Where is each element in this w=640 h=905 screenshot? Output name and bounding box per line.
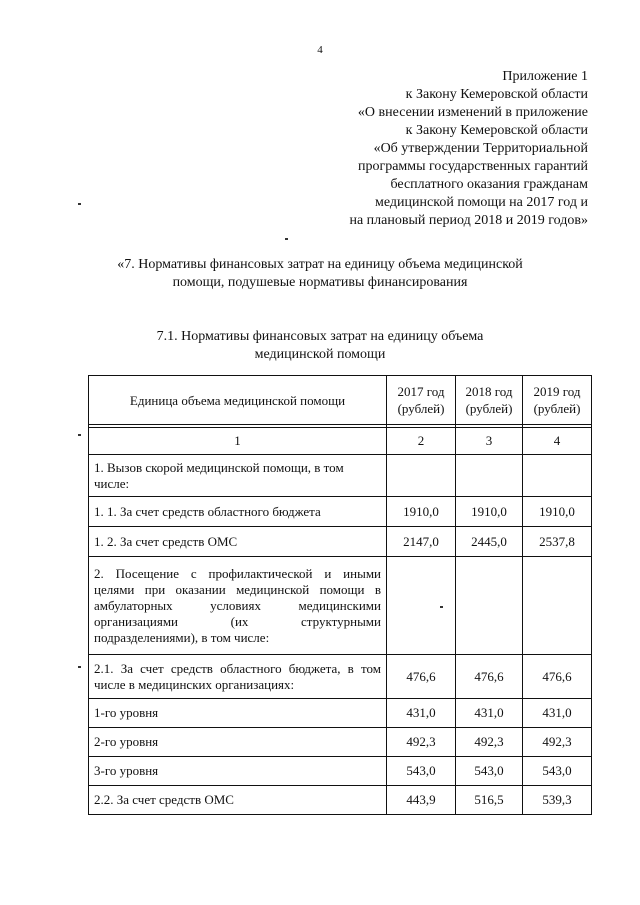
value-2017 <box>387 455 456 497</box>
section-title <box>60 256 580 292</box>
scan-speck <box>78 434 81 436</box>
column-number: 1 <box>89 428 387 455</box>
value-2019: 2537,8 <box>523 527 592 557</box>
subsection-title-line: медицинской помощи <box>254 347 386 362</box>
column-number: 4 <box>523 428 592 455</box>
header-2019: 2019 год (рублей) <box>523 376 592 425</box>
page-number: 4 <box>317 44 323 56</box>
value-2018: 543,0 <box>456 757 523 786</box>
value-2019: 539,3 <box>523 786 592 815</box>
value-2017: 443,9 <box>387 786 456 815</box>
table-row <box>89 728 592 757</box>
value-2017: 492,3 <box>387 728 456 757</box>
value-2018 <box>456 455 523 497</box>
value-2019: 476,6 <box>523 655 592 699</box>
value-2019: 492,3 <box>523 728 592 757</box>
appendix-line: бесплатного оказания гражданам <box>390 177 588 192</box>
subsection-title <box>100 328 540 364</box>
appendix-header <box>268 68 588 230</box>
table-row <box>89 655 592 699</box>
value-2019: 543,0 <box>523 757 592 786</box>
row-label: 2-го уровня <box>89 728 387 757</box>
scan-speck <box>285 238 288 240</box>
row-label: 2.2. За счет средств ОМС <box>89 786 387 815</box>
header-2018: 2018 год (рублей) <box>456 376 523 425</box>
scan-speck <box>78 203 81 205</box>
table-row <box>89 527 592 557</box>
section-title-line: помощи, подушевые нормативы финансирования <box>172 275 468 290</box>
appendix-line: к Закону Кемеровской области <box>405 87 588 102</box>
value-2019 <box>523 455 592 497</box>
value-2018: 492,3 <box>456 728 523 757</box>
value-2018: 1910,0 <box>456 497 523 527</box>
scan-speck <box>440 606 443 608</box>
value-2019: 1910,0 <box>523 497 592 527</box>
row-label: 2.1. За счет средств областного бюджета, в том числе в медицинских организациях: <box>89 655 387 699</box>
table-row <box>89 786 592 815</box>
table-row <box>89 557 592 655</box>
value-2018: 431,0 <box>456 699 523 728</box>
row-label: 1. 2. За счет средств ОМС <box>89 527 387 557</box>
row-label: 3-го уровня <box>89 757 387 786</box>
appendix-line: «Об утверждении Территориальной <box>373 141 588 156</box>
row-label: 2. Посещение с профилактической и иными целями при оказании медицинской помощи в амбулаторных условиях медицинскими организациями (их структурными подразделениями), в том числе: <box>89 557 387 655</box>
appendix-line: Приложение 1 <box>502 69 588 84</box>
scan-speck <box>78 666 81 668</box>
column-number: 3 <box>456 428 523 455</box>
value-2017: 543,0 <box>387 757 456 786</box>
row-label: 1-го уровня <box>89 699 387 728</box>
appendix-line: к Закону Кемеровской области <box>405 123 588 138</box>
table-header-row <box>89 376 592 425</box>
value-2017: 2147,0 <box>387 527 456 557</box>
appendix-line: на плановый период 2018 и 2019 годов» <box>349 213 588 228</box>
value-2017 <box>387 557 456 655</box>
appendix-line: «О внесении изменений в приложение <box>357 105 588 120</box>
row-label: 1. 1. За счет средств областного бюджета <box>89 497 387 527</box>
value-2017: 476,6 <box>387 655 456 699</box>
header-unit: Единица объема медицинской помощи <box>89 376 387 425</box>
value-2018: 2445,0 <box>456 527 523 557</box>
header-2017: 2017 год (рублей) <box>387 376 456 425</box>
subsection-title-line: 7.1. Нормативы финансовых затрат на единицу объема <box>156 329 484 344</box>
value-2017: 431,0 <box>387 699 456 728</box>
cost-standards-table <box>88 375 592 815</box>
table-row <box>89 455 592 497</box>
column-number-row <box>89 428 592 455</box>
value-2018: 476,6 <box>456 655 523 699</box>
value-2017: 1910,0 <box>387 497 456 527</box>
value-2018 <box>456 557 523 655</box>
value-2019: 431,0 <box>523 699 592 728</box>
column-number: 2 <box>387 428 456 455</box>
table-row <box>89 497 592 527</box>
value-2018: 516,5 <box>456 786 523 815</box>
appendix-line: медицинской помощи на 2017 год и <box>375 195 588 210</box>
table-row <box>89 699 592 728</box>
row-label: 1. Вызов скорой медицинской помощи, в том числе: <box>89 455 387 497</box>
value-2019 <box>523 557 592 655</box>
section-title-line: «7. Нормативы финансовых затрат на единицу объема медицинской <box>117 257 523 272</box>
table-row <box>89 757 592 786</box>
appendix-line: программы государственных гарантий <box>357 159 588 174</box>
